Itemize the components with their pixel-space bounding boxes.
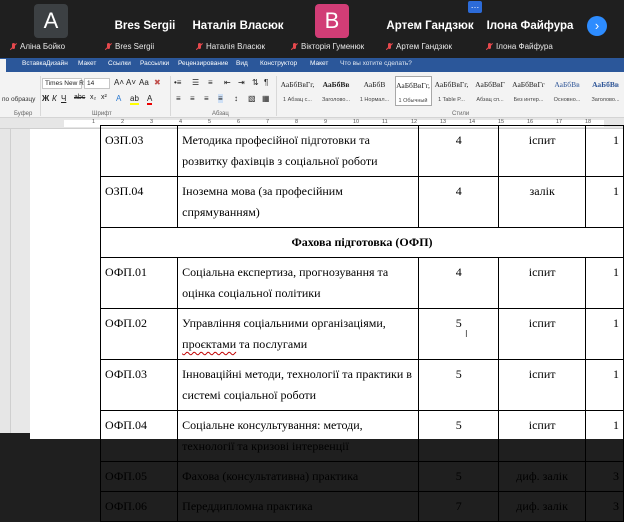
credits-cell[interactable]: 4 <box>419 177 499 228</box>
participant-avatar: A <box>34 4 68 38</box>
semester-cell[interactable]: 1 <box>585 258 623 309</box>
assessment-type-cell[interactable]: диф. залік <box>499 462 586 492</box>
course-title-cell[interactable]: Соціальне консультування: методи, технології та кризові інтервенції <box>178 411 419 462</box>
participant-avatar: В <box>315 4 349 38</box>
ruler-number: 6 <box>237 119 241 125</box>
next-page-arrow-icon[interactable]: › <box>587 16 607 36</box>
table-row <box>101 309 624 360</box>
course-code-cell[interactable]: ОЗП.04 <box>101 177 178 228</box>
ruler-number: 9 <box>324 119 328 125</box>
clear-format-icon[interactable]: ✖ <box>154 78 161 87</box>
ruler-number: 3 <box>150 119 154 125</box>
text-cursor-icon: I <box>465 329 468 340</box>
italic-icon[interactable]: К <box>52 94 57 103</box>
style-name: Основно... <box>553 97 581 103</box>
spellcheck-flagged-word: проєктами <box>182 337 237 351</box>
change-case-icon[interactable]: Aa <box>139 78 149 87</box>
course-code-cell[interactable]: ОФП.06 <box>101 492 178 522</box>
document-canvas <box>0 129 624 513</box>
tab-layout[interactable]: Макет <box>78 60 97 67</box>
shading-icon[interactable]: ▧ <box>248 94 256 103</box>
style-sample: АаБбВвГ <box>475 80 505 89</box>
semester-cell[interactable]: 3 <box>585 492 623 522</box>
participant-tile[interactable] <box>287 0 379 56</box>
style-gallery-item[interactable] <box>472 76 509 106</box>
participant-tile[interactable] <box>6 0 98 56</box>
ruler-number: 5 <box>208 119 212 125</box>
tab-view[interactable]: Вид <box>236 60 248 67</box>
assessment-type-cell[interactable]: іспит <box>499 411 586 462</box>
strikethrough-icon[interactable]: abc <box>74 94 86 101</box>
ruler-number: 8 <box>295 119 299 125</box>
style-sample: АаБбВвГг, <box>280 80 315 89</box>
credits-cell[interactable]: 5 <box>419 462 499 492</box>
style-sample: АаБбВвГг, <box>396 81 430 90</box>
participant-name: Ілона Файфура <box>486 20 574 32</box>
course-code-cell[interactable]: ОФП.05 <box>101 462 178 492</box>
ruler-number: 7 <box>266 119 270 125</box>
mic-muted-icon <box>10 43 17 51</box>
group-divider <box>40 76 41 116</box>
tab-references[interactable]: Ссылки <box>108 60 131 67</box>
tab-mailings[interactable]: Рассылки <box>140 60 170 67</box>
align-right-icon[interactable]: ≡ <box>204 94 209 103</box>
tab-review[interactable]: Рецензирование <box>178 60 229 67</box>
assessment-type-cell[interactable]: іспит <box>499 309 586 360</box>
ruler-number: 13 <box>440 119 447 125</box>
assessment-type-cell[interactable]: залік <box>499 177 586 228</box>
increase-indent-icon[interactable]: ⇥ <box>238 78 245 87</box>
table-row <box>101 360 624 411</box>
style-name: 1 Абзац с... <box>283 97 312 103</box>
shrink-font-icon[interactable]: A˅ <box>126 78 137 87</box>
participant-name: Наталія Власюк <box>192 20 284 32</box>
ruler-number: 17 <box>556 119 563 125</box>
vertical-ruler[interactable] <box>0 129 11 433</box>
group-divider <box>170 76 171 116</box>
mic-muted-icon <box>105 43 112 51</box>
participant-label: Наталія Власюк <box>196 42 265 51</box>
style-name: Абзац сп... <box>476 97 504 103</box>
table-row <box>101 462 624 492</box>
style-gallery-item[interactable] <box>279 76 316 106</box>
ribbon-tab-bar <box>0 58 624 72</box>
course-title-cell[interactable]: Інноваційні методи, технології та практики в системі соціальної роботи <box>178 360 419 411</box>
title-text-part: та послугами <box>236 337 308 351</box>
group-divider <box>276 76 277 116</box>
multilevel-list-icon[interactable]: ≡ <box>208 78 213 87</box>
video-participants-strip <box>0 0 624 56</box>
style-name: 1 Table P... <box>438 97 465 103</box>
ruler-number: 16 <box>527 119 534 125</box>
participant-tile[interactable] <box>192 0 284 56</box>
course-title-cell[interactable]: Фахова (консультативна) практика <box>178 462 419 492</box>
style-sample: АаБбВ <box>363 80 386 89</box>
style-gallery-item[interactable] <box>549 76 586 106</box>
style-gallery-item[interactable] <box>510 76 547 106</box>
credits-cell[interactable]: 4 <box>419 258 499 309</box>
table-row <box>101 492 624 522</box>
credits-cell[interactable]: 5 <box>419 360 499 411</box>
mic-muted-icon <box>386 43 393 51</box>
style-gallery-item[interactable] <box>356 76 393 106</box>
ribbon-home <box>0 72 624 118</box>
ruler-number: 15 <box>498 119 505 125</box>
paragraph-group-label: Абзац <box>212 111 229 117</box>
superscript-icon[interactable]: x² <box>101 94 107 101</box>
bullets-icon[interactable]: •≡ <box>174 78 182 87</box>
style-sample: АаБбВвГг <box>512 80 545 89</box>
active-tab-indicator <box>0 59 6 72</box>
course-title-cell[interactable] <box>178 309 419 360</box>
ruler-number: 14 <box>469 119 476 125</box>
ruler-number: 4 <box>179 119 183 125</box>
ruler-number: 18 <box>585 119 592 125</box>
sort-icon[interactable]: ⇅ <box>252 78 259 87</box>
style-sample: АаБбВв <box>554 80 580 89</box>
ruler-number: 2 <box>121 119 125 125</box>
table-row <box>101 411 624 462</box>
mic-muted-icon <box>291 43 298 51</box>
tab-table-design[interactable]: Конструктор <box>260 60 298 67</box>
style-sample: АаБбВв <box>592 80 619 89</box>
participant-name: Bres Sergii <box>114 20 176 32</box>
section-heading[interactable]: Фахова підготовка (ОФП) <box>101 228 624 258</box>
bold-icon[interactable]: Ж <box>42 94 50 103</box>
style-name: 1 Нормал... <box>359 97 390 103</box>
style-gallery-item[interactable] <box>318 76 355 106</box>
style-sample: АаБбВвГг, <box>434 80 469 89</box>
borders-icon[interactable]: ▦ <box>262 94 270 103</box>
table-row <box>101 177 624 228</box>
style-name: Заголово... <box>321 97 351 103</box>
credits-cell[interactable]: 7 <box>419 492 499 522</box>
participant-label: Ілона Файфура <box>486 42 553 51</box>
semester-cell[interactable]: 1 <box>585 360 623 411</box>
more-options-button[interactable]: … <box>468 1 482 13</box>
clipboard-group-label: Буфер <box>14 111 33 117</box>
table-section-heading-row <box>101 228 624 258</box>
participant-label: Аліна Бойко <box>10 42 65 51</box>
font-name-dropdown[interactable]: Times New R <box>42 78 82 89</box>
ruler-number: 12 <box>411 119 418 125</box>
style-gallery-item[interactable] <box>433 76 470 106</box>
table-row <box>101 258 624 309</box>
align-center-icon[interactable]: ≡ <box>190 94 195 103</box>
credits-cell[interactable]: 4 <box>419 126 499 177</box>
tab-insert[interactable]: Вставка <box>22 60 47 67</box>
decrease-indent-icon[interactable]: ⇤ <box>224 78 231 87</box>
style-gallery-item[interactable] <box>395 76 432 106</box>
title-text-part: Управління соціальними організаціями, <box>182 316 386 330</box>
participant-label: Bres Sergii <box>105 42 154 51</box>
document-page[interactable] <box>30 129 624 513</box>
style-name: Без интер... <box>513 97 544 103</box>
format-painter-label[interactable]: по образцу <box>2 96 36 103</box>
text-effects-icon[interactable]: A <box>116 94 122 103</box>
mic-muted-icon <box>486 43 493 51</box>
participant-label: Вікторія Гуменюк <box>291 42 364 51</box>
style-gallery-item[interactable] <box>587 76 624 106</box>
ruler-number: 11 <box>382 119 388 125</box>
course-title-cell[interactable]: Методика професійної підготовки та розвитку фахівців з соціальної роботи <box>178 126 419 177</box>
course-code-cell[interactable]: ОЗП.03 <box>101 126 178 177</box>
course-code-cell[interactable]: ОФП.03 <box>101 360 178 411</box>
credits-cell[interactable]: 5 <box>419 309 499 360</box>
participant-label: Артем Гандзюк <box>386 42 452 51</box>
course-code-cell[interactable]: ОФП.01 <box>101 258 178 309</box>
curriculum-table[interactable] <box>100 125 624 522</box>
underline-icon[interactable]: Ч <box>61 94 67 103</box>
show-marks-icon[interactable]: ¶ <box>264 78 269 87</box>
numbering-icon[interactable]: ☰ <box>192 78 200 87</box>
assessment-type-cell[interactable]: іспит <box>499 126 586 177</box>
font-group-label: Шрифт <box>92 111 112 117</box>
tell-me-search[interactable]: Что вы хотите сделать? <box>340 60 412 67</box>
assessment-type-cell[interactable]: диф. залік <box>499 492 586 522</box>
justify-icon[interactable]: ≡ <box>218 94 223 103</box>
course-title-cell[interactable]: Соціальна експертиза, прогнозування та оцінка соціальної політики <box>178 258 419 309</box>
course-code-cell[interactable]: ОФП.04 <box>101 411 178 462</box>
font-size-dropdown[interactable]: 14 <box>84 78 110 89</box>
grow-font-icon[interactable]: A˄ <box>114 78 125 87</box>
credits-cell[interactable]: 5 <box>419 411 499 462</box>
assessment-type-cell[interactable]: іспит <box>499 360 586 411</box>
ruler-number: 1 <box>92 119 96 125</box>
style-name: 1 Обычный <box>398 98 428 104</box>
tab-table-layout[interactable]: Макет <box>310 60 329 67</box>
semester-cell[interactable]: 1 <box>585 309 623 360</box>
style-sample: АаБбВв <box>322 80 350 89</box>
semester-cell[interactable]: 1 <box>585 177 623 228</box>
semester-cell[interactable]: 3 <box>585 462 623 492</box>
tab-design[interactable]: Дизайн <box>46 60 68 67</box>
course-title-cell[interactable]: Іноземна мова (за професійним спрямуванням) <box>178 177 419 228</box>
style-name: Заголово... <box>591 97 620 103</box>
participant-tile[interactable] <box>482 0 578 56</box>
participant-tile[interactable] <box>101 0 189 56</box>
mic-muted-icon <box>196 43 203 51</box>
course-code-cell[interactable]: ОФП.02 <box>101 309 178 360</box>
participant-name: Артем Гандзюк <box>386 20 474 32</box>
align-left-icon[interactable]: ≡ <box>176 94 181 103</box>
assessment-type-cell[interactable]: іспит <box>499 258 586 309</box>
course-title-cell[interactable]: Переддипломна практика <box>178 492 419 522</box>
semester-cell[interactable]: 1 <box>585 411 623 462</box>
table-row <box>101 126 624 177</box>
participant-tile[interactable] <box>382 0 478 56</box>
font-color-icon[interactable]: A <box>147 94 153 103</box>
styles-group-label: Стили <box>452 111 470 117</box>
semester-cell[interactable]: 1 <box>585 126 623 177</box>
ruler-number: 10 <box>353 119 360 125</box>
subscript-icon[interactable]: x₂ <box>90 94 97 101</box>
highlight-icon[interactable]: ab <box>130 94 139 103</box>
line-spacing-icon[interactable]: ↕ <box>234 94 238 103</box>
